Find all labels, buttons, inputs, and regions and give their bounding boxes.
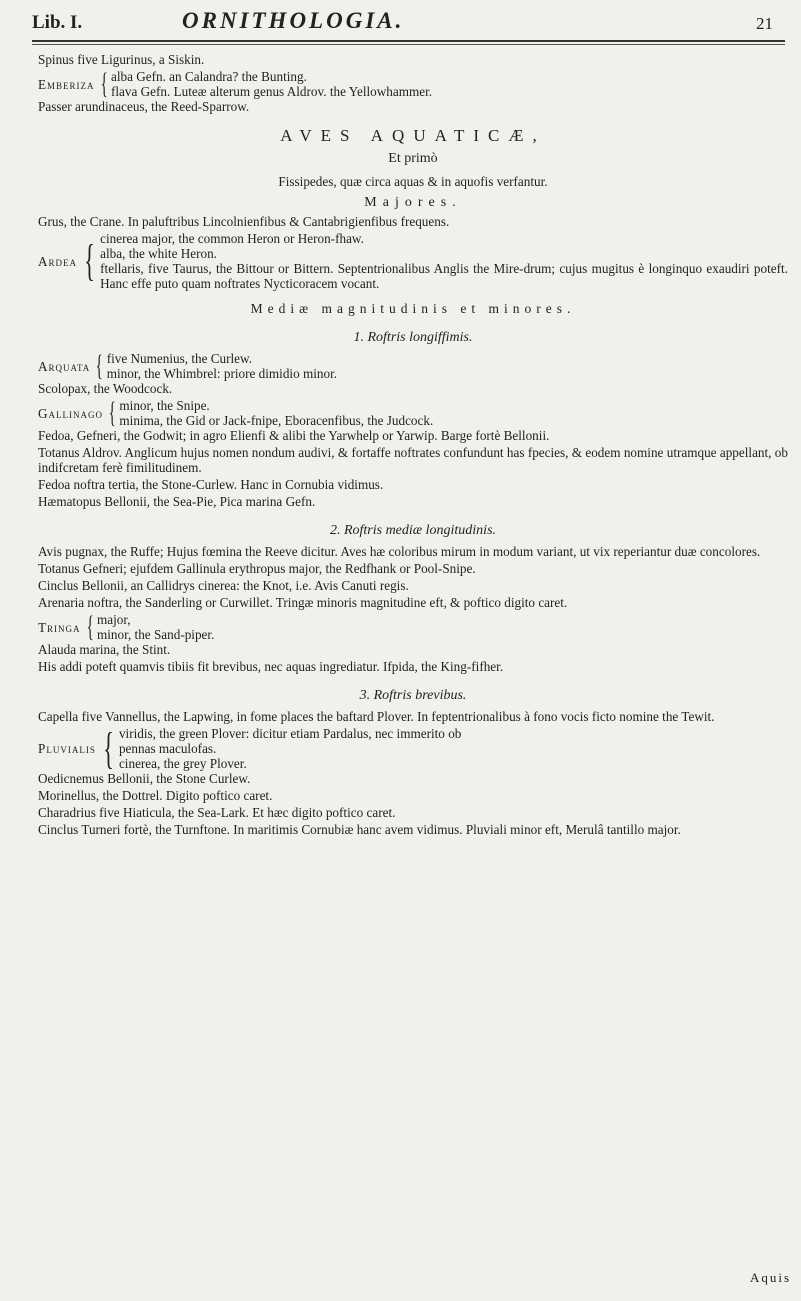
header-rule	[32, 40, 785, 42]
brace-glyph: {	[84, 236, 95, 285]
brace-line: minima, the Gid or Jack-fnipe, Eboracenfibus, the Judcock.	[119, 413, 434, 428]
entry-morinellus: Morinellus, the Dottrel. Digito poftico caret.	[38, 788, 273, 803]
section-title: AVES AQUATICÆ,	[280, 126, 546, 145]
page-body	[38, 52, 788, 839]
brace-label: Tringa	[38, 619, 81, 635]
header-rule-thin	[32, 44, 785, 45]
entry-oedicnemus: Oedicnemus Bellonii, the Stone Curlew.	[38, 771, 251, 786]
entry-emberiza	[38, 69, 788, 99]
entry-fedoa: Fedoa, Gefneri, the Godwit; in agro Elienfi & alibi the Yarwhelp or Yarwip. Barge fortè Bellonii.	[38, 428, 550, 443]
entry-cinclus: Cinclus Bellonii, an Callidrys cinerea: the Knot, i.e. Avis Canuti regis.	[38, 578, 409, 593]
entry-cinclus-turneri: Cinclus Turneri fortè, the Turnftone. In maritimis Cornubiæ hanc avem vidimus. Pluviali minor eft, Merulâ tantillo major.	[38, 822, 681, 837]
brace-label: Arquata	[38, 358, 91, 374]
entry-totanus-gesneri: Totanus Gefneri; ejufdem Gallinula erythropus major, the Redfhank or Pool-Snipe.	[38, 561, 476, 576]
group-heading: Majores.	[364, 195, 462, 210]
brace-line: flava Gefn. Luteæ alterum genus Aldrov. the Yellowhammer.	[110, 84, 433, 99]
entry-avis-pugnax: Avis pugnax, the Ruffe; Hujus fœmina the Reeve dicitur. Aves hæ coloribus mirum in modum variant, ut vix reperiantur duæ concolores.	[38, 544, 761, 559]
brace-label: Gallinago	[38, 405, 104, 421]
catchword: Aquis	[749, 1270, 791, 1285]
section-intro: Fissipedes, quæ circa aquas & in aquofis verfantur.	[278, 174, 548, 189]
brace-line: cinerea major, the common Heron or Heron-fhaw.	[100, 231, 364, 246]
brace-label: Pluvialis	[38, 741, 96, 756]
entry-totanus: Totanus Aldrov. Anglicum hujus nomen nondum audivi, & fortaffe noftrates confundunt has fpecies, & eodem nomine utramque appellant, ob indifcretam ferè fimilitudinem.	[38, 445, 788, 475]
entry-haematopus: Hæmatopus Bellonii, the Sea-Pie, Pica marina Gefn.	[38, 494, 316, 509]
entry-passer: Passer arundinaceus, the Reed-Sparrow.	[38, 99, 250, 114]
brace-line: minor, the Snipe.	[119, 398, 210, 413]
brace-line: viridis, the green Plover: dicitur etiam Pardalus, nec immerito ob	[118, 726, 462, 741]
brace-line: pennas maculofas.	[118, 741, 217, 756]
brace-glyph: {	[100, 67, 108, 100]
entry-grus: Grus, the Crane. In paluftribus Lincolnienfibus & Cantabrigienfibus frequens.	[38, 214, 450, 229]
running-header	[32, 8, 781, 44]
subsection-heading: 3. Roftris brevibus.	[359, 688, 467, 703]
brace-line: ftellaris, five Taurus, the Bittour or Bittern. Septentrionalibus Anglis the Mire-drum; cujus mugitus è longinquo exaudiri poteft. Hanc effe puto quam noftrates Nycticoracem vocant.	[100, 261, 788, 291]
entry-arquata	[38, 351, 788, 381]
running-title: ORNITHOLOGIA.	[182, 8, 405, 33]
entry-alauda: Alauda marina, the Stint.	[38, 642, 171, 657]
entry-gallinago	[38, 398, 788, 428]
brace-glyph: {	[108, 396, 116, 429]
entry-ardea	[38, 231, 788, 291]
entry-fedoa-tertia: Fedoa noftra tertia, the Stone-Curlew. Hanc in Cornubia vidimus.	[38, 477, 384, 492]
group-heading: Mediæ magnitudinis et minores.	[250, 301, 576, 316]
entry-charadrius: Charadrius five Hiaticula, the Sea-Lark. Et hæc digito poftico caret.	[38, 805, 396, 820]
entry-scolopax: Scolopax, the Woodcock.	[38, 381, 173, 396]
page-number: 21	[756, 14, 773, 33]
entry-arenaria: Arenaria noftra, the Sanderling or Curwillet. Tringæ minoris magnitudine eft, & poftico digito caret.	[38, 595, 568, 610]
brace-label: Emberiza	[38, 76, 95, 92]
brace-line: alba, the white Heron.	[100, 246, 217, 261]
brace-line: major,	[96, 612, 131, 627]
subsection-heading: 2. Roftris mediæ longitudinis.	[329, 523, 497, 538]
brace-line: cinerea, the grey Plover.	[118, 756, 247, 771]
brace-glyph: {	[103, 723, 114, 773]
brace-glyph: {	[86, 610, 94, 643]
entry-tringa	[38, 612, 788, 642]
entry-capella: Capella five Vannellus, the Lapwing, in fome places the baftard Plover. In feptentrionalibus à fono vocis ficto nomine the Tewit.	[38, 709, 715, 724]
entry-spinus: Spinus five Ligurinus, a Siskin.	[38, 52, 205, 67]
subsection-heading: 1. Roftris longiffimis.	[353, 330, 473, 345]
brace-line: alba Gefn. an Calandra? the Bunting.	[110, 69, 307, 84]
book-number: Lib. I.	[32, 12, 83, 33]
brace-line: five Numenius, the Curlew.	[106, 351, 252, 366]
brace-line: minor, the Whimbrel: priore dimidio minor.	[106, 366, 338, 381]
entry-ispida: His addi poteft quamvis tibiis fit brevibus, nec aquas ingrediatur. Ifpida, the King-fifher.	[38, 659, 504, 674]
brace-line: minor, the Sand-piper.	[96, 627, 215, 642]
section-subtitle: Et primò	[388, 151, 438, 166]
entry-pluvialis	[38, 723, 788, 773]
brace-glyph: {	[95, 349, 104, 382]
brace-label: Ardea	[38, 253, 78, 269]
